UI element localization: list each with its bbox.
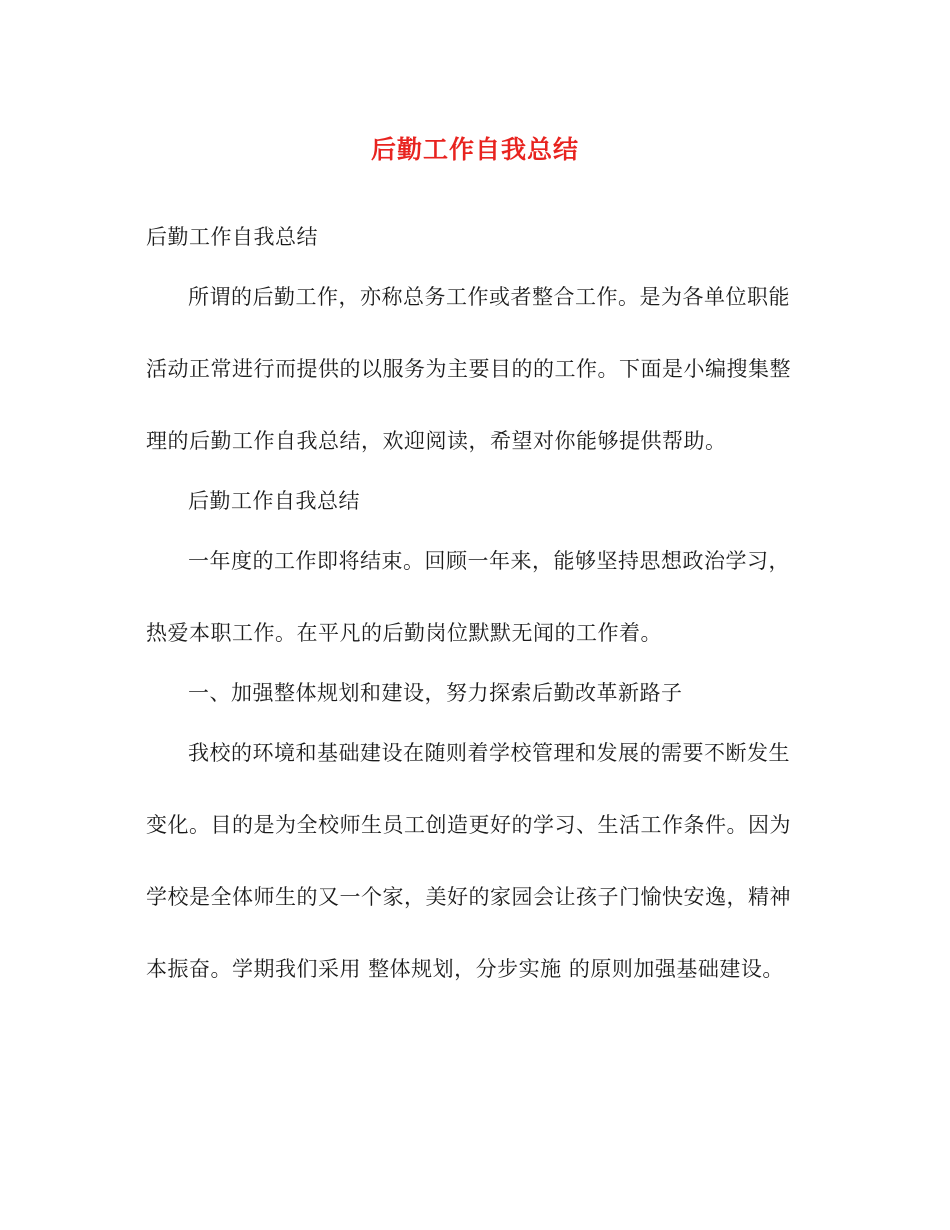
text-line: 本振奋。学期我们采用 整体规划，分步实施 的原则加强基础建设。: [146, 957, 784, 981]
text-line: 热爱本职工作。在平凡的后勤岗位默默无闻的工作着。: [146, 621, 662, 645]
text-line: 我校的环境和基础建设在随则着学校管理和发展的需要不断发生: [188, 741, 790, 765]
text-line: 活动正常进行而提供的以服务为主要目的的工作。下面是小编搜集整: [146, 357, 791, 381]
document-title: 后勤工作自我总结: [370, 135, 579, 164]
text-line: 所谓的后勤工作，亦称总务工作或者整合工作。是为各单位职能: [188, 285, 790, 309]
text-line: 学校是全体师生的又一个家，美好的家园会让孩子门愉快安逸，精神: [146, 885, 791, 909]
text-line: 一年度的工作即将结束。回顾一年来，能够坚持思想政治学习，: [188, 549, 790, 573]
text-line: 后勤工作自我总结: [146, 225, 318, 249]
text-line: 变化。目的是为全校师生员工创造更好的学习、生活工作条件。因为: [146, 813, 791, 837]
text-line: 一、加强整体规划和建设，努力探索后勤改革新路子: [188, 681, 683, 705]
text-line: 理的后勤工作自我总结，欢迎阅读，希望对你能够提供帮助。: [146, 429, 727, 453]
text-line: 后勤工作自我总结: [188, 489, 360, 513]
